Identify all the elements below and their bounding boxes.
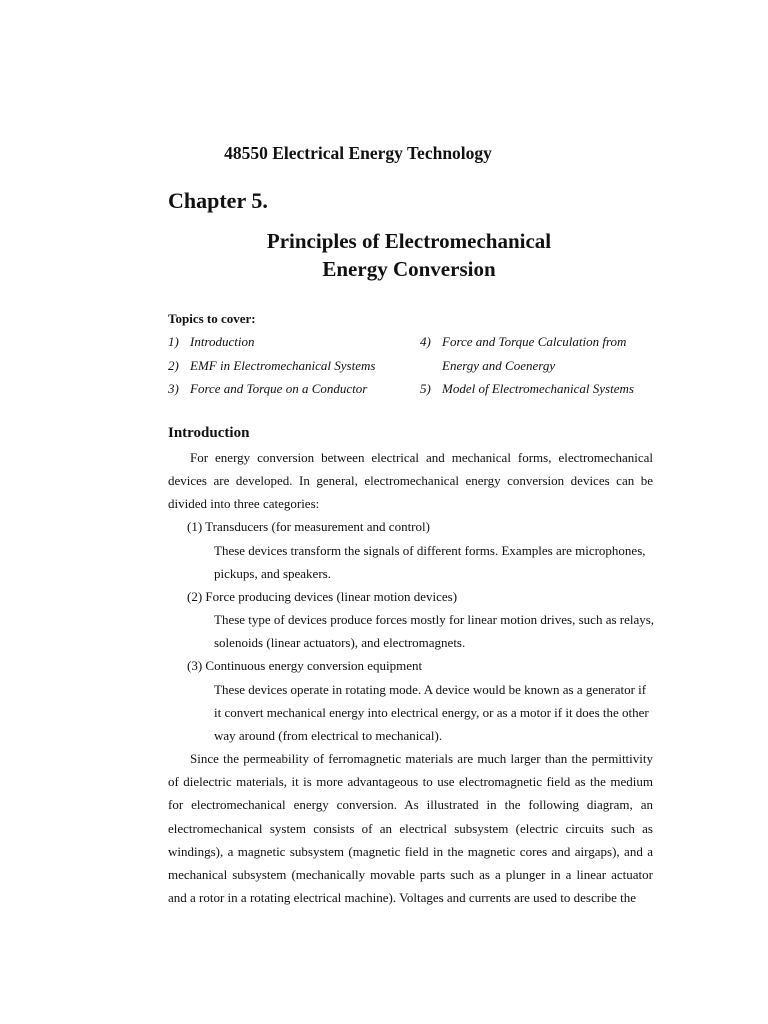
category-2-desc: solenoids (linear actuators), and electromagnets. — [214, 635, 466, 650]
topic-item: 4) Force and Torque Calculation from — [420, 334, 627, 349]
category-3-title: (3) Continuous energy conversion equipment — [187, 658, 423, 673]
category-1-desc: pickups, and speakers. — [214, 566, 331, 581]
page-title-line-1: Principles of Electromechanical — [266, 229, 552, 253]
category-1-title: (1) Transducers (for measurement and control) — [187, 519, 430, 534]
category-2-title: (2) Force producing devices (linear motion devices) — [187, 589, 458, 604]
topic-item: 5) Model of Electromechanical Systems — [420, 381, 634, 396]
category-3-desc: it convert mechanical energy into electrical energy, or as a motor if it does the other — [214, 705, 649, 720]
topic-item: 2) EMF in Electromechanical Systems — [168, 358, 376, 373]
intro-paragraph: For energy conversion between electrical and mechanical forms, electromechanical devices are developed. In general, electromechanical energy conversion devices can be divided into three categories: — [168, 450, 653, 512]
section-heading-introduction: Introduction — [168, 425, 250, 441]
intro-paragraph: Since the permeability of ferromagnetic materials are much larger than the permittivity of dielectric materials, it is more advantageous to use electromagnetic field as the medium for electromechanical energy conversion. As illustrated in the following diagram, an electromechanical system consists of an electrical subsystem (electric circuits such as windings), a magnetic subsystem (magnetic field in the magnetic cores and airgaps), and a mechanical subsystem (mechanically movable parts such as a plunger in a linear actuator and a rotor in a rotating electrical machine). Voltages and currents are used to describe the — [168, 751, 653, 906]
page-title — [206, 227, 612, 283]
category-3-desc: These devices operate in rotating mode. A device would be known as a generator if — [214, 682, 647, 697]
course-title-text: 48550 Electrical Energy Technology — [224, 143, 492, 163]
category-2-desc: These type of devices produce forces mostly for linear motion drives, such as relays, — [214, 612, 655, 627]
topic-item: 3) Force and Torque on a Conductor — [168, 381, 368, 396]
course-title — [52, 143, 768, 164]
chapter-label: Chapter 5. — [168, 188, 268, 213]
category-1-desc: These devices transform the signals of different forms. Examples are microphones, — [214, 543, 646, 558]
topic-item-continuation: Energy and Coenergy — [442, 358, 556, 373]
page-title-line-2: Energy Conversion — [322, 257, 496, 281]
category-3-desc: way around (from electrical to mechanical). — [214, 728, 443, 743]
topic-item: 1) Introduction — [168, 334, 255, 349]
topics-heading: Topics to cover: — [168, 311, 256, 326]
